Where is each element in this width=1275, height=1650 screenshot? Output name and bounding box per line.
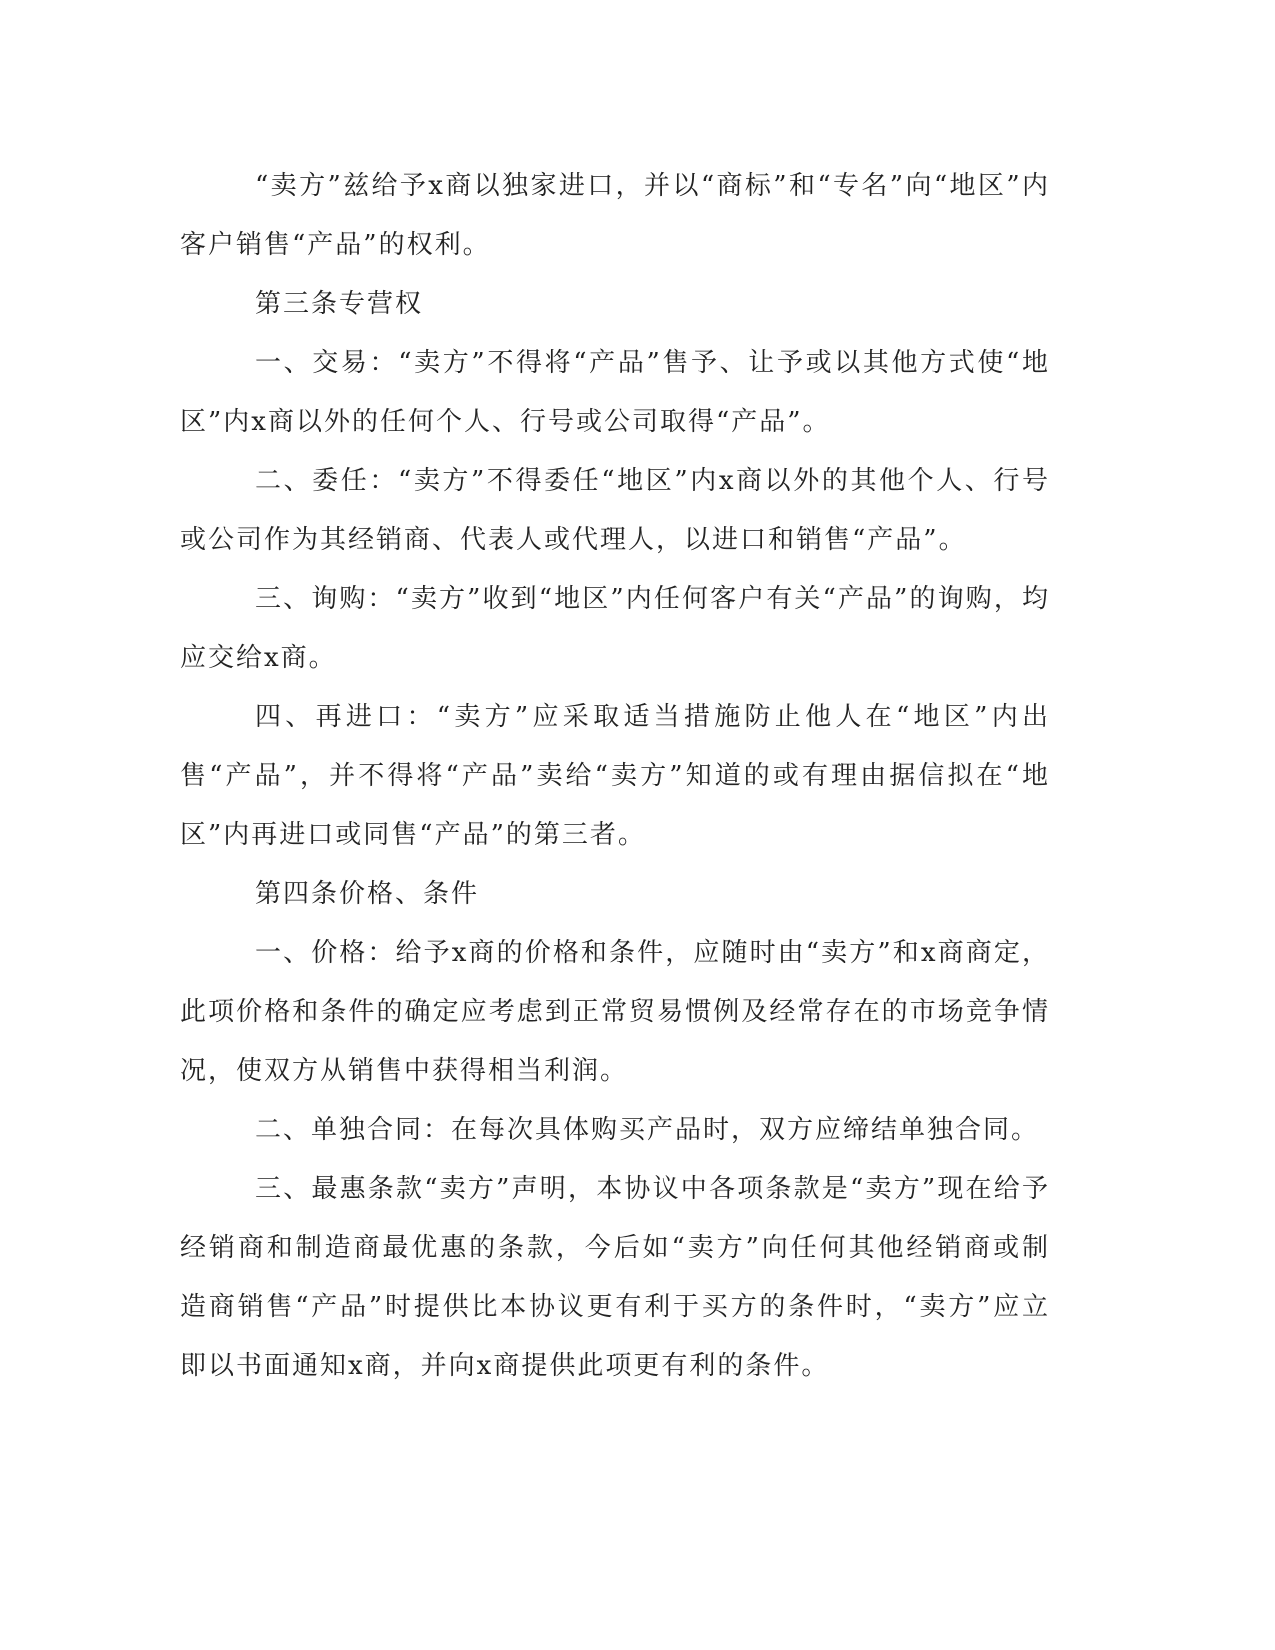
article-4-heading: 第四条价格、条件 (255, 879, 480, 909)
paragraph-appointment: 二、委任：“卖方”不得委任“地区”内x商以外的其他个人、行号或公司作为其经销商、代表人或代理人，以进口和销售“产品”。 (180, 466, 1050, 555)
paragraph-separate-contract: 二、单独合同：在每次具体购买产品时，双方应缔结单独合同。 (255, 1115, 1040, 1145)
paragraph-price: 一、价格：给予x商的价格和条件，应随时由“卖方”和x商商定，此项价格和条件的确定应考虑到正常贸易惯例及经常存在的市场竞争情况，使双方从销售中获得相当利润。 (180, 938, 1050, 1086)
paragraph-grant-of-rights: “卖方”兹给予x商以独家进口，并以“商标”和“专名”向“地区”内客户销售“产品”的权利。 (180, 171, 1050, 260)
paragraph-re-import: 四、再进口：“卖方”应采取适当措施防止他人在“地区”内出售“产品”，并不得将“产品”卖给“卖方”知道的或有理由据信拟在“地区”内再进口或同售“产品”的第三者。 (180, 702, 1050, 850)
document-body (180, 157, 1050, 1396)
paragraph-inquiries: 三、询购：“卖方”收到“地区”内任何客户有关“产品”的询购，均应交给x商。 (180, 584, 1050, 673)
article-3-heading: 第三条专营权 (255, 289, 424, 319)
paragraph-most-favored-clause: 三、最惠条款“卖方”声明，本协议中各项条款是“卖方”现在给予经销商和制造商最优惠的条款，今后如“卖方”向任何其他经销商或制造商销售“产品”时提供比本协议更有利于买方的条件时，“卖方”应立即以书面通知x商，并向x商提供此项更有利的条件。 (180, 1174, 1050, 1381)
paragraph-transactions: 一、交易：“卖方”不得将“产品”售予、让予或以其他方式使“地区”内x商以外的任何个人、行号或公司取得“产品”。 (180, 348, 1050, 437)
